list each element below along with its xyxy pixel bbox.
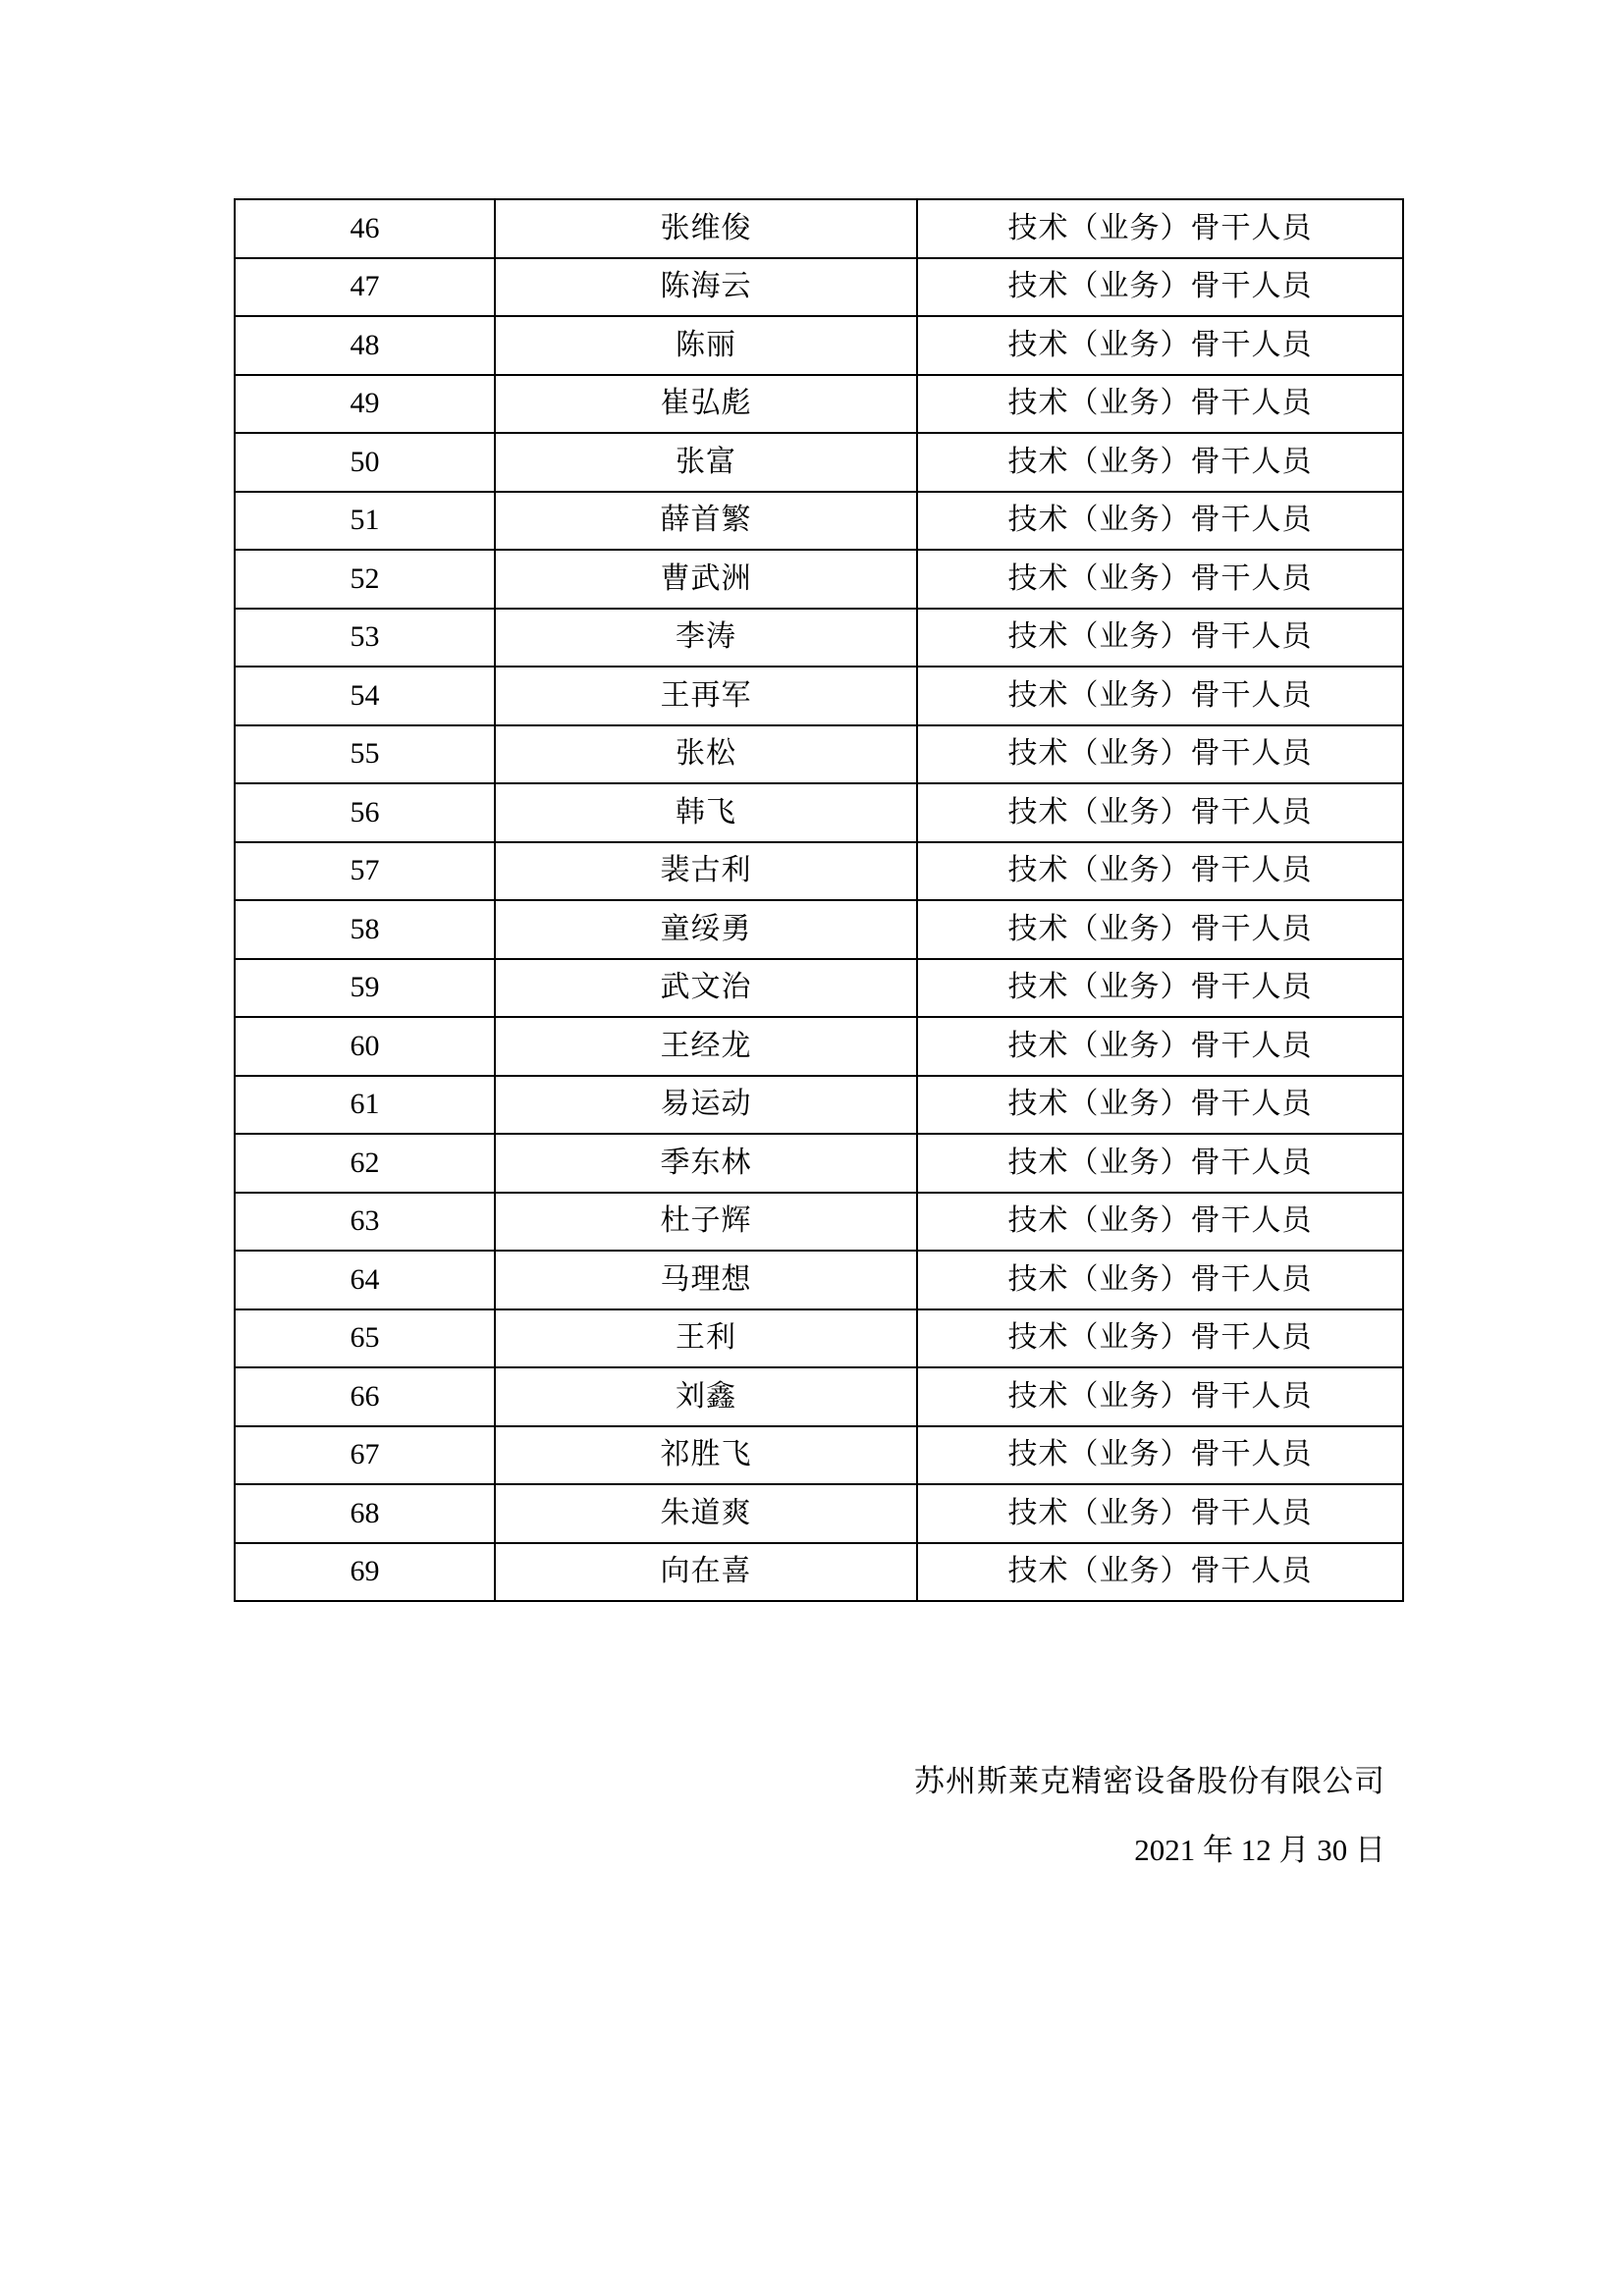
person-role: 技术（业务）骨干人员 xyxy=(917,609,1403,667)
table-row xyxy=(235,1367,1403,1426)
table-row xyxy=(235,258,1403,317)
person-role: 技术（业务）骨干人员 xyxy=(917,1134,1403,1193)
person-name: 朱道爽 xyxy=(495,1484,917,1543)
row-number: 52 xyxy=(235,550,495,609)
personnel-table-body xyxy=(235,199,1403,1601)
table-row xyxy=(235,1309,1403,1368)
person-role: 技术（业务）骨干人员 xyxy=(917,900,1403,959)
person-name: 王经龙 xyxy=(495,1017,917,1076)
row-number: 57 xyxy=(235,842,495,901)
person-name: 马理想 xyxy=(495,1251,917,1309)
person-role: 技术（业务）骨干人员 xyxy=(917,1426,1403,1485)
row-number: 65 xyxy=(235,1309,495,1368)
table-row xyxy=(235,492,1403,551)
row-number: 51 xyxy=(235,492,495,551)
person-name: 韩飞 xyxy=(495,783,917,842)
table-row xyxy=(235,1193,1403,1252)
table-row xyxy=(235,1543,1403,1602)
table-row xyxy=(235,1484,1403,1543)
row-number: 49 xyxy=(235,375,495,434)
table-row xyxy=(235,1076,1403,1135)
person-name: 张富 xyxy=(495,433,917,492)
table-row xyxy=(235,316,1403,375)
signature-block xyxy=(914,1764,1385,1867)
person-name: 崔弘彪 xyxy=(495,375,917,434)
person-role: 技术（业务）骨干人员 xyxy=(917,1251,1403,1309)
person-name: 薛首繁 xyxy=(495,492,917,551)
row-number: 64 xyxy=(235,1251,495,1309)
company-name: 苏州斯莱克精密设备股份有限公司 xyxy=(914,1764,1385,1799)
row-number: 59 xyxy=(235,959,495,1018)
row-number: 61 xyxy=(235,1076,495,1135)
person-role: 技术（业务）骨干人员 xyxy=(917,667,1403,725)
row-number: 67 xyxy=(235,1426,495,1485)
person-name: 曹武洲 xyxy=(495,550,917,609)
document-date: 2021 年 12 月 30 日 xyxy=(1134,1833,1385,1867)
table-row xyxy=(235,550,1403,609)
row-number: 60 xyxy=(235,1017,495,1076)
table-row xyxy=(235,667,1403,725)
row-number: 47 xyxy=(235,258,495,317)
row-number: 55 xyxy=(235,725,495,784)
person-name: 李涛 xyxy=(495,609,917,667)
person-role: 技术（业务）骨干人员 xyxy=(917,375,1403,434)
table-row xyxy=(235,1134,1403,1193)
person-name: 易运动 xyxy=(495,1076,917,1135)
person-role: 技术（业务）骨干人员 xyxy=(917,842,1403,901)
person-name: 刘鑫 xyxy=(495,1367,917,1426)
person-role: 技术（业务）骨干人员 xyxy=(917,1543,1403,1602)
person-name: 陈丽 xyxy=(495,316,917,375)
person-role: 技术（业务）骨干人员 xyxy=(917,433,1403,492)
person-role: 技术（业务）骨干人员 xyxy=(917,1193,1403,1252)
row-number: 54 xyxy=(235,667,495,725)
person-role: 技术（业务）骨干人员 xyxy=(917,1309,1403,1368)
person-role: 技术（业务）骨干人员 xyxy=(917,1484,1403,1543)
person-role: 技术（业务）骨干人员 xyxy=(917,783,1403,842)
personnel-table xyxy=(234,198,1404,1602)
person-name: 王再军 xyxy=(495,667,917,725)
row-number: 68 xyxy=(235,1484,495,1543)
person-role: 技术（业务）骨干人员 xyxy=(917,1367,1403,1426)
person-name: 张松 xyxy=(495,725,917,784)
table-row xyxy=(235,959,1403,1018)
person-name: 祁胜飞 xyxy=(495,1426,917,1485)
row-number: 48 xyxy=(235,316,495,375)
row-number: 46 xyxy=(235,199,495,258)
table-row xyxy=(235,783,1403,842)
person-role: 技术（业务）骨干人员 xyxy=(917,199,1403,258)
person-role: 技术（业务）骨干人员 xyxy=(917,1017,1403,1076)
person-role: 技术（业务）骨干人员 xyxy=(917,258,1403,317)
row-number: 62 xyxy=(235,1134,495,1193)
person-name: 武文治 xyxy=(495,959,917,1018)
table-row xyxy=(235,375,1403,434)
table-row xyxy=(235,433,1403,492)
table-row xyxy=(235,1426,1403,1485)
person-role: 技术（业务）骨干人员 xyxy=(917,725,1403,784)
table-row xyxy=(235,199,1403,258)
table-row xyxy=(235,725,1403,784)
person-role: 技术（业务）骨干人员 xyxy=(917,316,1403,375)
table-row xyxy=(235,900,1403,959)
row-number: 58 xyxy=(235,900,495,959)
person-name: 季东林 xyxy=(495,1134,917,1193)
person-role: 技术（业务）骨干人员 xyxy=(917,550,1403,609)
row-number: 56 xyxy=(235,783,495,842)
row-number: 63 xyxy=(235,1193,495,1252)
person-role: 技术（业务）骨干人员 xyxy=(917,959,1403,1018)
table-row xyxy=(235,1017,1403,1076)
row-number: 69 xyxy=(235,1543,495,1602)
person-name: 陈海云 xyxy=(495,258,917,317)
table-row xyxy=(235,1251,1403,1309)
table-row xyxy=(235,842,1403,901)
person-role: 技术（业务）骨干人员 xyxy=(917,1076,1403,1135)
row-number: 66 xyxy=(235,1367,495,1426)
person-name: 童绥勇 xyxy=(495,900,917,959)
person-role: 技术（业务）骨干人员 xyxy=(917,492,1403,551)
person-name: 杜子辉 xyxy=(495,1193,917,1252)
row-number: 53 xyxy=(235,609,495,667)
table-row xyxy=(235,609,1403,667)
person-name: 裴古利 xyxy=(495,842,917,901)
row-number: 50 xyxy=(235,433,495,492)
person-name: 向在喜 xyxy=(495,1543,917,1602)
person-name: 王利 xyxy=(495,1309,917,1368)
person-name: 张维俊 xyxy=(495,199,917,258)
